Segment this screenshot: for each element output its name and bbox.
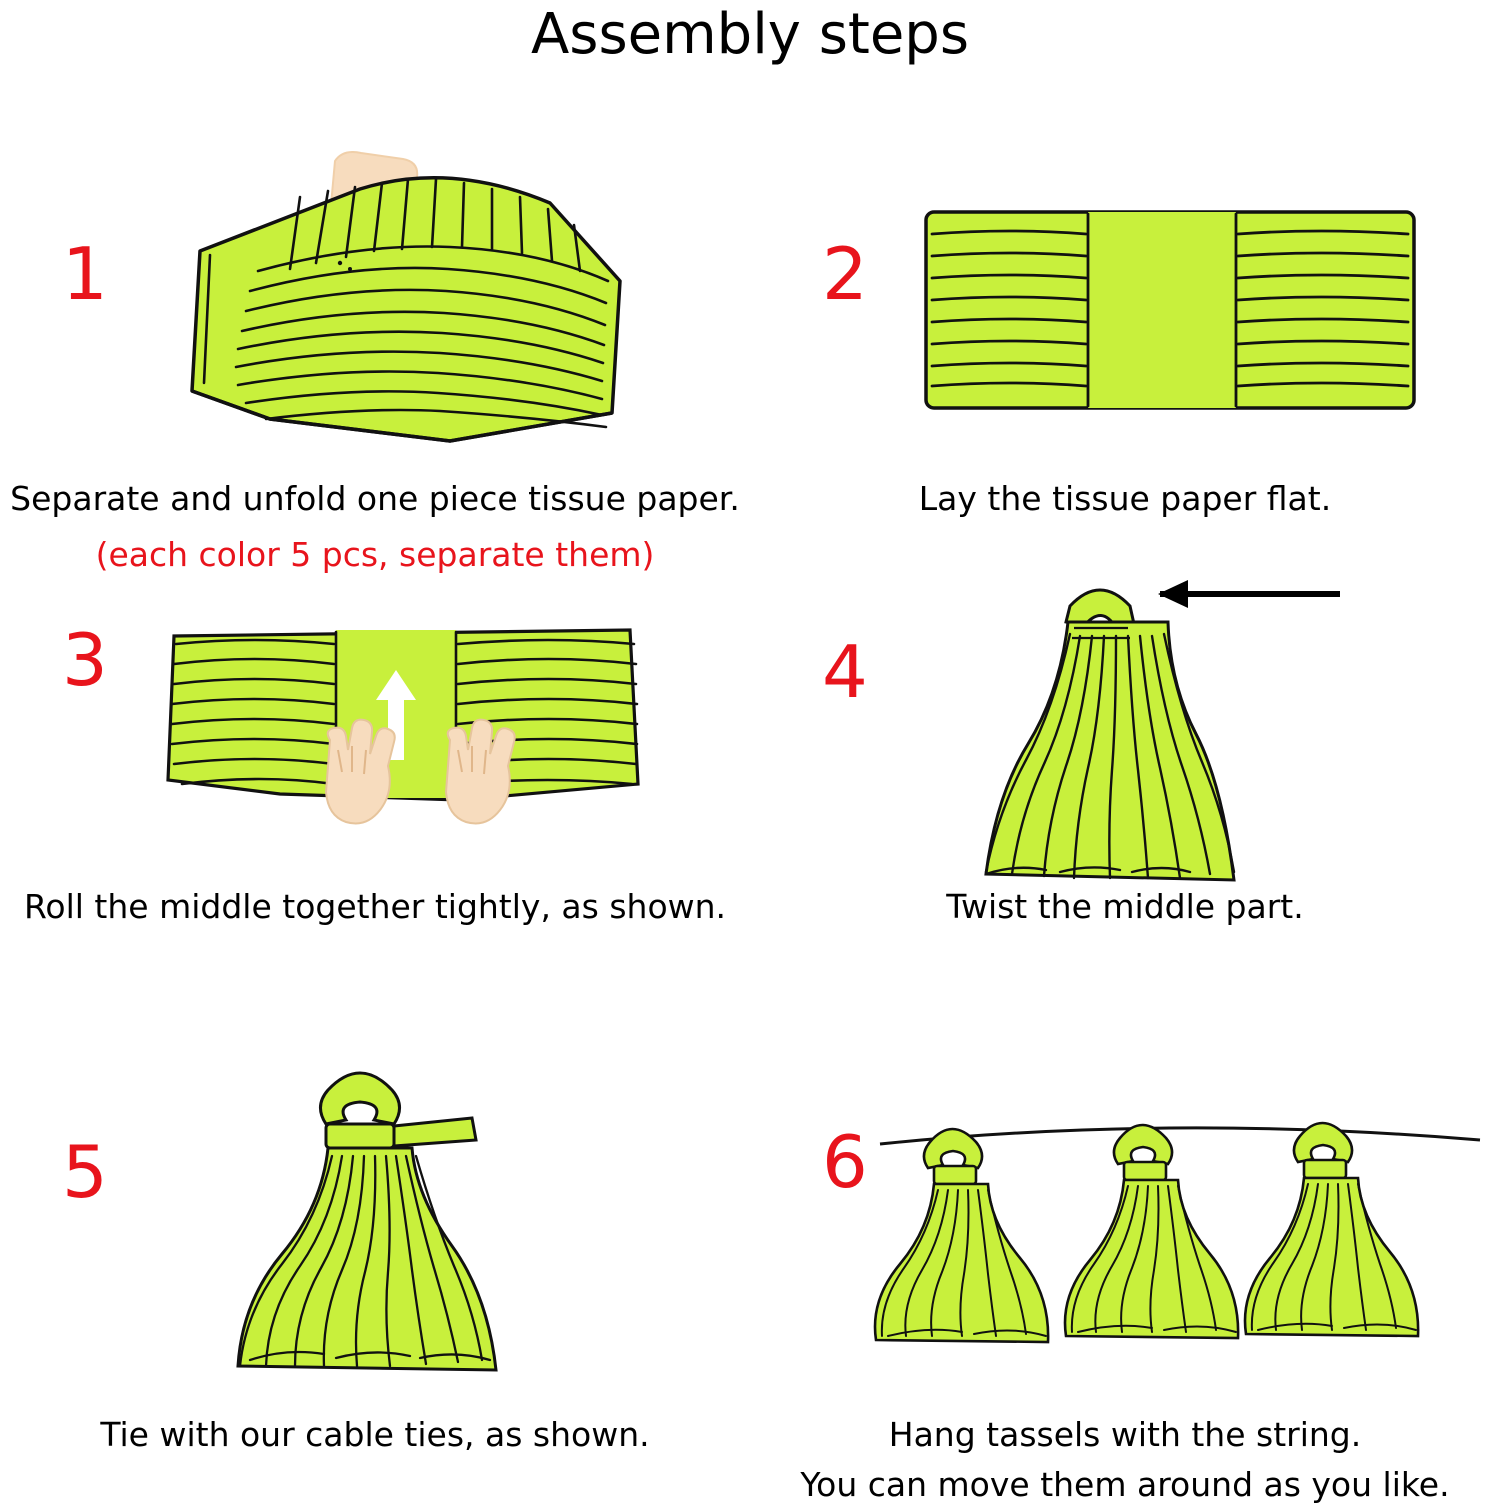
step-2 [750,66,1500,518]
steps-row-2 [0,596,1500,996]
step-3-caption: Roll the middle together tightly, as shown. [23,886,727,926]
step-5-number: 5 [62,1129,108,1214]
step-4-number: 4 [822,629,868,714]
step-6-illustration [870,1106,1490,1406]
step-2-number: 2 [822,231,868,316]
step-2-caption: Lay the tissue paper flat. [918,478,1332,518]
step-3 [0,596,750,996]
step-1-number: 1 [62,231,108,316]
step-6-caption: Hang tassels with the string. [888,1414,1362,1454]
step-5-caption: Tie with our cable ties, as shown. [100,1414,650,1454]
step-5 [0,1036,750,1456]
step-4-caption: Twist the middle part. [946,886,1304,926]
step-2-illustration [920,206,1420,416]
page-title: Assembly steps [530,2,970,67]
step-1 [0,66,750,574]
arrow-left-icon [1158,580,1340,608]
step-1-illustration [150,151,670,461]
steps-row-1 [0,66,1500,574]
step-3-number: 3 [62,617,108,702]
step-5-illustration [200,1056,600,1396]
step-6 [750,1036,1500,1504]
step-4-illustration [920,556,1450,906]
step-1-caption-note: (each color 5 pcs, separate them) [95,534,655,574]
steps-grid [0,66,1500,1504]
steps-row-3 [0,1036,1500,1504]
step-3-illustration [160,608,650,878]
step-6-number: 6 [822,1119,868,1204]
step-6-caption-line2: You can move them around as you like. [800,1464,1450,1504]
step-1-caption: Separate and unfold one piece tissue paper. [10,478,740,518]
step-4 [750,596,1500,996]
